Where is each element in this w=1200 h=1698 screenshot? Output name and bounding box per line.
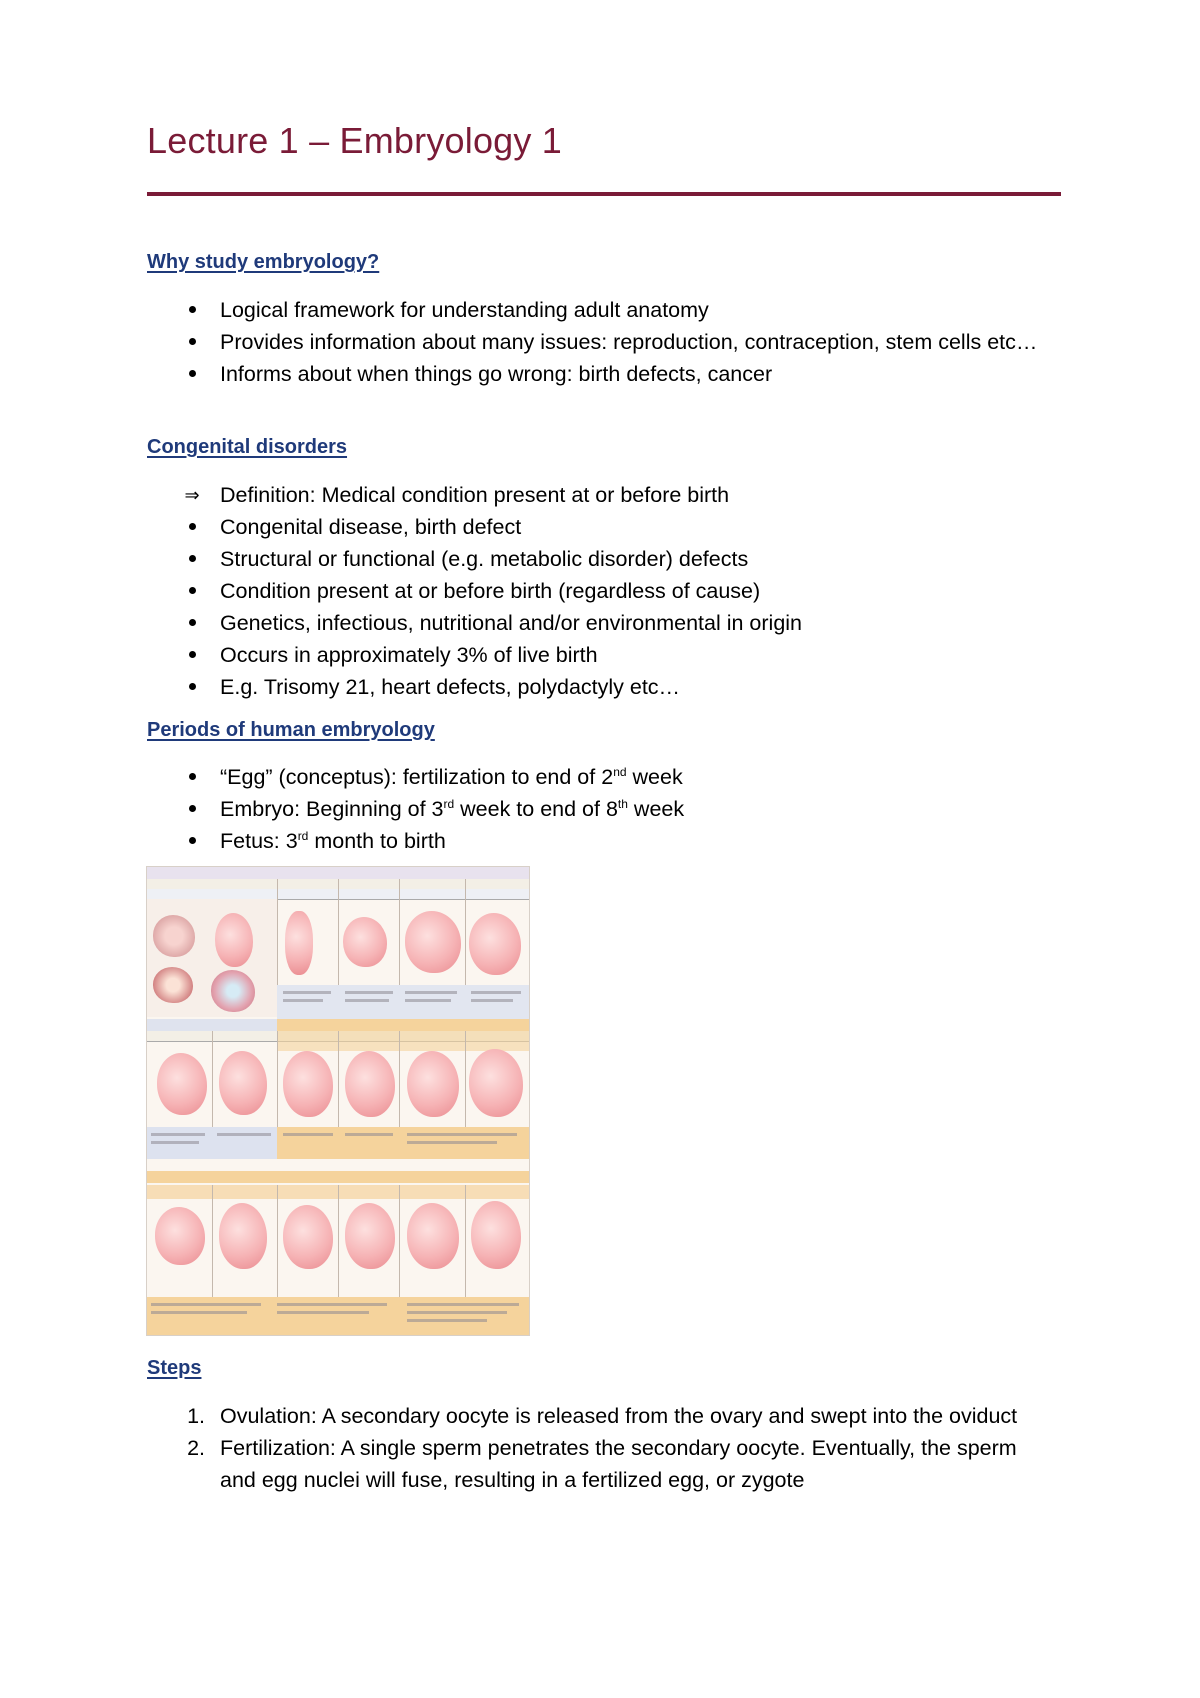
page-title: Lecture 1 – Embryology 1 [147, 120, 563, 161]
list-item: Informs about when things go wrong: birth defects, cancer [147, 358, 1047, 390]
bullet-icon [189, 587, 196, 594]
bullet-icon [189, 773, 196, 780]
heading-steps: Steps [147, 1357, 202, 1379]
list-item: “Egg” (conceptus): fertilization to end of 2nd week [147, 761, 1047, 793]
steps-list [147, 1400, 1047, 1496]
heading-periods: Periods of human embryology [147, 719, 435, 741]
list-item: Condition present at or before birth (regardless of cause) [147, 575, 1047, 607]
list-number: 1. [187, 1404, 205, 1428]
list-item: Structural or functional (e.g. metabolic disorder) defects [147, 543, 1047, 575]
bullet-icon [189, 683, 196, 690]
bullet-icon [189, 370, 196, 377]
bullet-icon [189, 306, 196, 313]
list-item: Provides information about many issues: reproduction, contraception, stem cells etc… [147, 326, 1047, 358]
bullet-icon [189, 338, 196, 345]
list-item: Logical framework for understanding adult anatomy [147, 294, 1047, 326]
list-item: Occurs in approximately 3% of live birth [147, 639, 1047, 671]
bullet-icon [189, 619, 196, 626]
bullet-icon [189, 555, 196, 562]
list-item: Congenital disease, birth defect [147, 511, 1047, 543]
list-number: 2. [187, 1436, 205, 1460]
why-study-list [147, 294, 1047, 390]
list-item: Embryo: Beginning of 3rd week to end of 8th week [147, 793, 1047, 825]
embryo-development-figure [146, 866, 530, 1336]
heading-congenital-disorders: Congenital disorders [147, 436, 348, 458]
list-item: ⇒ Definition: Medical condition present at or before birth [147, 479, 1047, 511]
periods-list [147, 761, 1047, 857]
bullet-icon [189, 651, 196, 658]
arrow-icon: ⇒ [184, 485, 200, 505]
congenital-list [147, 479, 1047, 703]
heading-why-study: Why study embryology? [147, 251, 380, 273]
bullet-icon [189, 805, 196, 812]
list-item: E.g. Trisomy 21, heart defects, polydactyly etc… [147, 671, 1047, 703]
list-item: Fetus: 3rd month to birth [147, 825, 1047, 857]
bullet-icon [189, 837, 196, 844]
list-item: 1. Ovulation: A secondary oocyte is released from the ovary and swept into the oviduct [147, 1400, 1047, 1432]
title-rule [147, 192, 1061, 196]
list-item: 2. Fertilization: A single sperm penetrates the secondary oocyte. Eventually, the sperm and egg nuclei will fuse, resulting in a fertilized egg, or zygote [147, 1432, 1047, 1496]
list-item: Genetics, infectious, nutritional and/or environmental in origin [147, 607, 1047, 639]
bullet-icon [189, 523, 196, 530]
